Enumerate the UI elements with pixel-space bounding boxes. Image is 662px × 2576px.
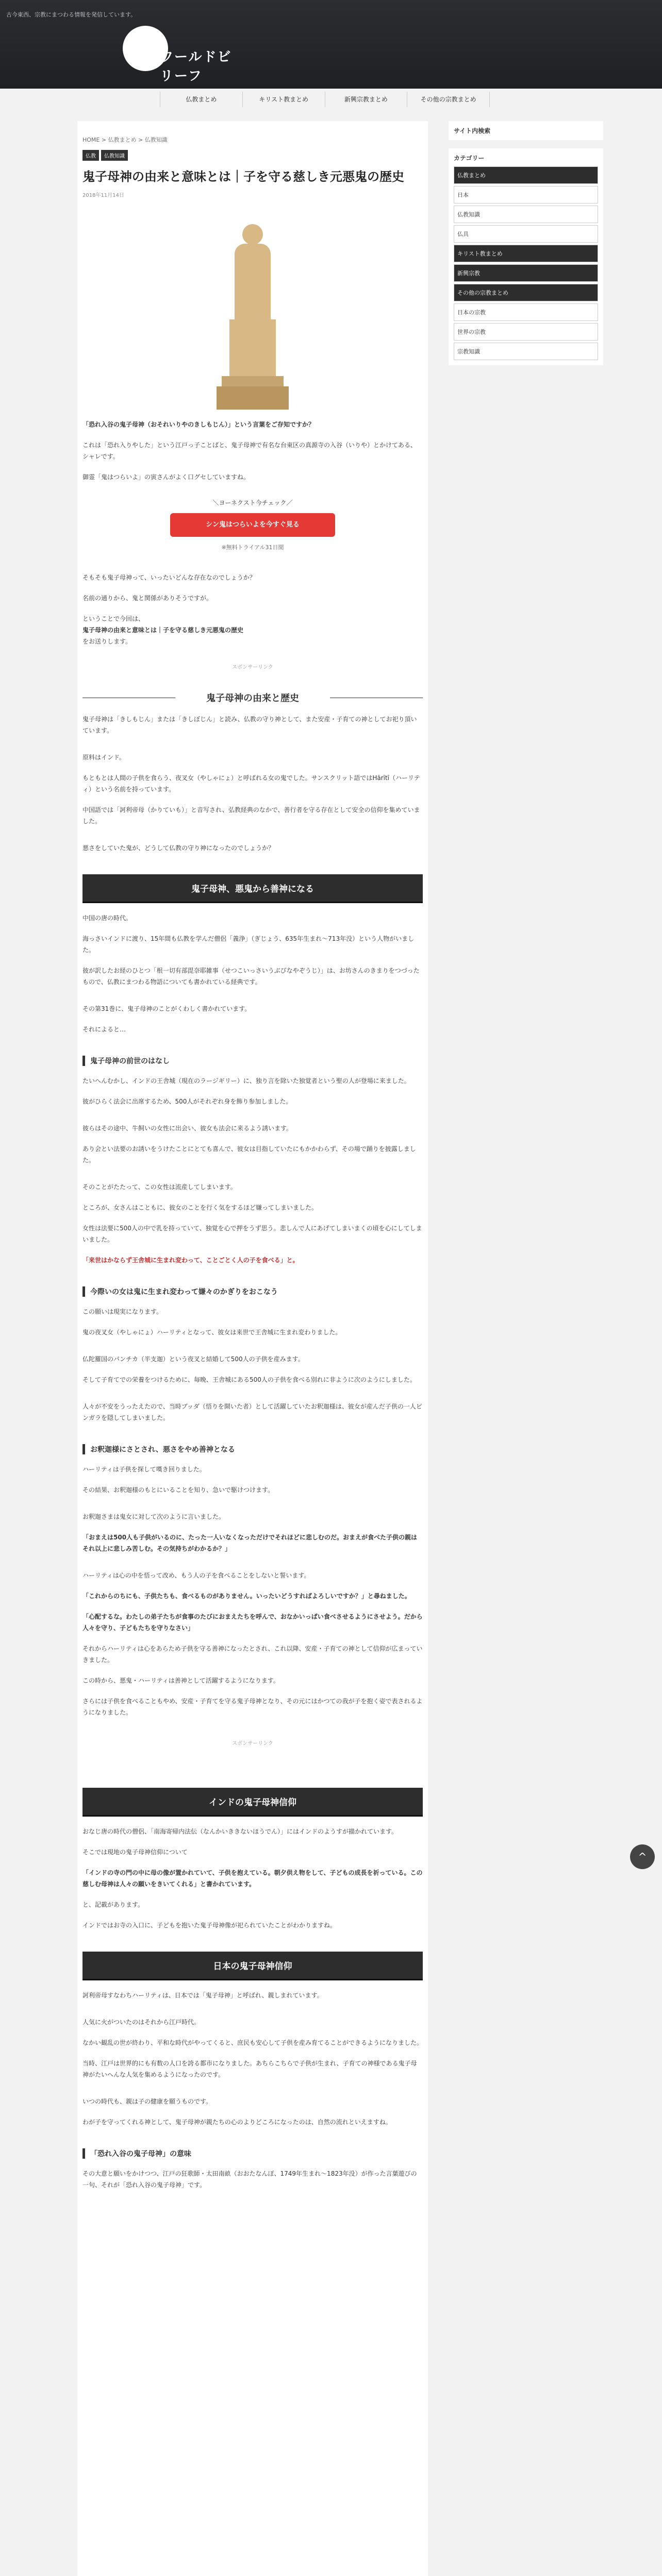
quote-text: 「おまえは500人も子供がいるのに、たった一人いなくなっただけでそれほどに悲しむのだ。おまえが食べた子供の親はそれ以上に悲しみ苦しむ。その気持ちがわかるか？」 bbox=[82, 1534, 418, 1552]
paragraph: その第31巻に、鬼子母神のことがくわしく書かれています。 bbox=[82, 1005, 251, 1012]
paragraph: たいへんむかし、インドの王舎城（現在のラージギリー）に、独り言を除いた独覚者という聖の人が登場に来ました。 bbox=[82, 1077, 410, 1084]
h2-heading: 日本の鬼子母神信仰 bbox=[82, 1952, 423, 1980]
sidebar-item[interactable]: その他の宗教まとめ bbox=[454, 284, 598, 301]
paragraph: 彼が訳したお経のひとつ「根一切有部毘奈耶雑事（せつこいっさいうぶびなやぞうじ）」は、お坊さんのきまりをつづったもので、仏教にまつわる物語についても書かれている経典です。 bbox=[82, 967, 420, 986]
page-title: 鬼子母神の由来と意味とは｜子を守る慈しき元悪鬼の歴史 bbox=[82, 170, 404, 184]
cta-box bbox=[82, 498, 423, 551]
sidebar-item[interactable]: 宗教知識 bbox=[454, 343, 598, 360]
h3-heading: 今際いの女は鬼に生まれ変わって嫌々のかぎりをおこなう bbox=[82, 1286, 423, 1297]
cta-label: ＼ヨーネクスト今チェック／ bbox=[212, 499, 293, 506]
paragraph: と、記載があります。 bbox=[82, 1901, 144, 1908]
paragraph: この時から、悪鬼・ハーリティは善神として活躍するようになります。 bbox=[82, 1677, 279, 1684]
paragraph: ハーリティは子供を探して嘆き回りました。 bbox=[82, 1466, 206, 1473]
sidebar-item[interactable]: キリスト教まとめ bbox=[454, 245, 598, 262]
paragraph: なかい観乱の世が終わり、平和な時代がやってくると、庶民も安心して子供を産み育てることができるようになりました。 bbox=[82, 2039, 423, 2046]
sidebar-search-title: サイト内検索 bbox=[449, 121, 603, 140]
intro-text: 御霊「鬼はつらいよ」の寅さんがよく口グセしていますね。 bbox=[82, 473, 250, 481]
cta-note: ※無料トライアル31日間 bbox=[221, 544, 284, 551]
quote-text: 「これからのちにも、子供たちも、食べるものがありません。いったいどうすればよろしいですか？」と尋ねました。 bbox=[82, 1592, 411, 1600]
paragraph: あり会とい法要のお誘いをうけたことにとても喜んで、彼女は目指していたにもかかわらず、その場で踊りを披露しました。 bbox=[82, 1145, 416, 1164]
h3-heading: お釈迦様にさとされ、悪さをやめ善神となる bbox=[82, 1444, 423, 1454]
kishimojin-statue-image bbox=[214, 224, 291, 410]
paragraph: それによると… bbox=[82, 1026, 126, 1033]
scroll-to-top-button[interactable]: ^ bbox=[630, 1844, 655, 1869]
paragraph: この願いは現実になります。 bbox=[82, 1308, 163, 1315]
quote-text: 「心配するな。わたしの弟子たちが食事のたびにおまえたちを呼んで、おなかいっぱい食べさせるようにさせよう。だから人々を守り、子どもたちを守りなさい」 bbox=[82, 1613, 423, 1632]
paragraph: 訶利帝母すなわちハーリティは、日本では「鬼子母神」と呼ばれ、親しまれています。 bbox=[82, 1992, 323, 1999]
nav-item[interactable]: キリスト教まとめ bbox=[242, 92, 325, 107]
paragraph: 鬼の夜叉女（やしゃにょ）ハーリティとなって、彼女は来世で王舎城に生まれ変わりました。 bbox=[82, 1329, 342, 1336]
paragraph: そこでは現地の鬼子母神信仰について bbox=[82, 1849, 188, 1856]
paragraph: 鬼子母神の由来と意味とは｜子を守る慈しき元悪鬼の歴史 bbox=[82, 626, 244, 634]
paragraph: そのことがたたって、この女性は流産してしまいます。 bbox=[82, 1183, 237, 1191]
quote-text: 「インドの寺の門の中に母の像が置かれていて、子供を抱えている。朝夕供え物をして、子どもの成長を祈っている。この慈しむ母神は人々の願いをきいてくれる」と書かれています。 bbox=[82, 1869, 423, 1888]
paragraph: その結果、お釈迦様のもとにいることを知り、急いで駆けつけます。 bbox=[82, 1486, 274, 1494]
sponsor-label: スポンサーリンク bbox=[232, 1741, 273, 1747]
post-date: 2018年11月14日 bbox=[82, 193, 124, 198]
sidebar bbox=[449, 121, 603, 365]
h2-heading: インドの鬼子母神信仰 bbox=[82, 1788, 423, 1817]
paragraph: そして子育てでの栄養をつけるために、毎晩、王舎城にある500人の子供を食べる別れに非ように次のようにしました。 bbox=[82, 1376, 416, 1383]
paragraph: 中国の唐の時代。 bbox=[82, 914, 133, 922]
sidebar-item[interactable]: 日本 bbox=[454, 186, 598, 204]
category-badge[interactable]: 仏教知識 bbox=[101, 150, 128, 161]
sidebar-item[interactable]: 新興宗教 bbox=[454, 264, 598, 282]
logo-text: ワールドビリーフ bbox=[160, 49, 232, 84]
h3-heading: 鬼子母神の前世のはなし bbox=[82, 1056, 423, 1066]
paragraph: をお送りします。 bbox=[82, 638, 132, 645]
paragraph: 原料はインド。 bbox=[82, 754, 125, 761]
intro-text: 「恐れ入谷の鬼子母神（おそれいりやのきしもじん）」という言葉をご存知ですか？ bbox=[82, 421, 315, 428]
nav-item[interactable]: 仏教まとめ bbox=[160, 92, 242, 107]
paragraph: 彼らはその途中、牛飼いの女性に出会い、彼女も法会に来るよう誘います。 bbox=[82, 1125, 293, 1132]
sidebar-categories bbox=[449, 148, 603, 365]
cta-button[interactable]: シン鬼はつらいよを今すぐ見る bbox=[170, 513, 335, 537]
category-badge[interactable]: 仏教 bbox=[82, 150, 99, 161]
sidebar-item[interactable]: 世界の宗教 bbox=[454, 323, 598, 341]
paragraph: 女性は法要に500人の中で乳を持っていて、独覚を心で押をうず思う。悲しんで人にあげてしまいまくの頃を心にしてしまいました。 bbox=[82, 1225, 422, 1243]
paragraph: 人気に火がついたのはそれから江戸時代。 bbox=[82, 2019, 201, 2026]
breadcrumb[interactable]: HOME > 仏教まとめ > 仏教知識 bbox=[82, 137, 168, 143]
paragraph: 人々が不安をうったえたので、当時ブッダ（悟りを開いた者）として活躍していたお釈迦様は、彼女が産んだ子供の一人ピンガラを隠してしまいました。 bbox=[82, 1403, 422, 1421]
paragraph: 悪さをしていた鬼が、どうして仏教の守り神になったのでしょうか？ bbox=[82, 844, 275, 852]
sponsor-label: スポンサーリンク bbox=[232, 665, 273, 670]
article bbox=[77, 121, 428, 2576]
paragraph: ということで今回は、 bbox=[82, 615, 145, 622]
paragraph: わが子を守ってくれる神として、鬼子母神が親たちの心のよりどころになったのは、自然の流れといえますね。 bbox=[82, 2119, 392, 2126]
paragraph: 彼がひらく法会に出席するため、500人がそれぞれ身を飾り参加しました。 bbox=[82, 1098, 292, 1105]
h3-heading: 「恐れ入谷の鬼子母神」の意味 bbox=[82, 2148, 423, 2159]
paragraph: おなじ唐の時代の僧侶、「南海寄帰内法伝（なんかいききないほうでん）」にはインドのようすが描かれています。 bbox=[82, 1828, 398, 1835]
paragraph: いつの時代も、親は子の健康を願うものです。 bbox=[82, 2098, 212, 2105]
paragraph: 中国語では「訶利帝母（かりていも）」と音写され、弘教経典のなかで、善行者を守る存在として安全の信仰を集めていました。 bbox=[82, 806, 420, 825]
paragraph: 当時、江戸は世界的にも有数の人口を誇る都市になりました。あちらこちらで子供が生まれ、子育ての神様である鬼子母神がたいへんな人気を集めるようになったのです。 bbox=[82, 2060, 417, 2078]
nav-item[interactable]: 新興宗教まとめ bbox=[325, 92, 407, 107]
paragraph: 名前の通りから、鬼と関係がありそうですが。 bbox=[82, 595, 213, 602]
paragraph: ところが、女さんはこともに、彼女のことを行く気をするほど嫌ってしまいました。 bbox=[82, 1204, 318, 1211]
sidebar-item[interactable]: 仏教知識 bbox=[454, 206, 598, 223]
section-heading: 鬼子母神の由来と歴史 bbox=[82, 691, 423, 704]
sidebar-item[interactable]: 仏教まとめ bbox=[454, 166, 598, 184]
paragraph: 仏陀羅国のパンチカ（半支迦）という夜叉と結婚して500人の子供を産みます。 bbox=[82, 1355, 304, 1363]
sidebar-item[interactable]: 日本の宗教 bbox=[454, 303, 598, 321]
nav-item[interactable]: その他の宗教まとめ bbox=[407, 92, 490, 107]
h2-heading: 鬼子母神、悪鬼から善神になる bbox=[82, 874, 423, 903]
site-tagline: 古今東西、宗教にまつわる情報を発信しています。 bbox=[6, 11, 137, 18]
paragraph: 鬼子母神は「きしもじん」または「きしぼじん」と読み、仏教の守り神として、また安産・子育ての神としてお祀り頂いています。 bbox=[82, 716, 417, 734]
paragraph: その大意と願いをかけつつ、江戸の狂歌師・太田南畝（おおたなんぽ、1749年生まれ〜1823年没）が作った言葉遊びの一句、それが「恐れ入谷の鬼子母神」です。 bbox=[82, 2170, 417, 2189]
paragraph: 海っさいインドに渡り、15年間も仏教を学んだ僧侶「義浄」（ぎじょう、635年生まれ〜713年没）という人物がいました。 bbox=[82, 935, 415, 954]
paragraph: インドではお寺の入口に、子どもを抱いた鬼子母神像が祀られていたことがわかりますね。 bbox=[82, 1922, 337, 1929]
sidebar-item[interactable]: 仏具 bbox=[454, 225, 598, 243]
paragraph: もともとは人間の子供を食らう、夜叉女（やしゃにょ）と呼ばれる女の鬼でした。サンスクリット語ではHārītī（ハーリティ）という名前を持っています。 bbox=[82, 774, 420, 793]
paragraph: それからハーリティは心をあらため子供を守る善神になったとされ、これ以降、安産・子育ての神として信仰が広まっていきました。 bbox=[82, 1645, 423, 1664]
intro-text: これは「恐れ入りやした」という江戸っ子ことばと、鬼子母神で有名な台東区の真源寺の入谷（いりや）とかけてある、シャレです。 bbox=[82, 442, 417, 460]
category-badges bbox=[82, 150, 423, 161]
paragraph: ハーリティは心の中を悟って改め、もう人の子を食べることをしないと誓います。 bbox=[82, 1572, 310, 1579]
paragraph: さらには子供を食べることもやめ、安産・子育てを守る鬼子母神となり、その元にはかつての我が子を抱く姿で表されるようになりました。 bbox=[82, 1698, 423, 1716]
highlight-text: 「来世はかならず王舎城に生まれ変わって、ことごとく人の子を食べる」と。 bbox=[82, 1257, 299, 1264]
sidebar-categories-heading: カテゴリー bbox=[454, 155, 485, 162]
paragraph: そもそも鬼子母神って、いったいどんな存在なのでしょうか？ bbox=[82, 574, 256, 581]
paragraph: お釈迦さまは鬼女に対して次のように言いました。 bbox=[82, 1513, 225, 1520]
site-logo[interactable] bbox=[108, 26, 232, 84]
main-nav bbox=[160, 92, 490, 107]
site-header bbox=[0, 0, 662, 89]
